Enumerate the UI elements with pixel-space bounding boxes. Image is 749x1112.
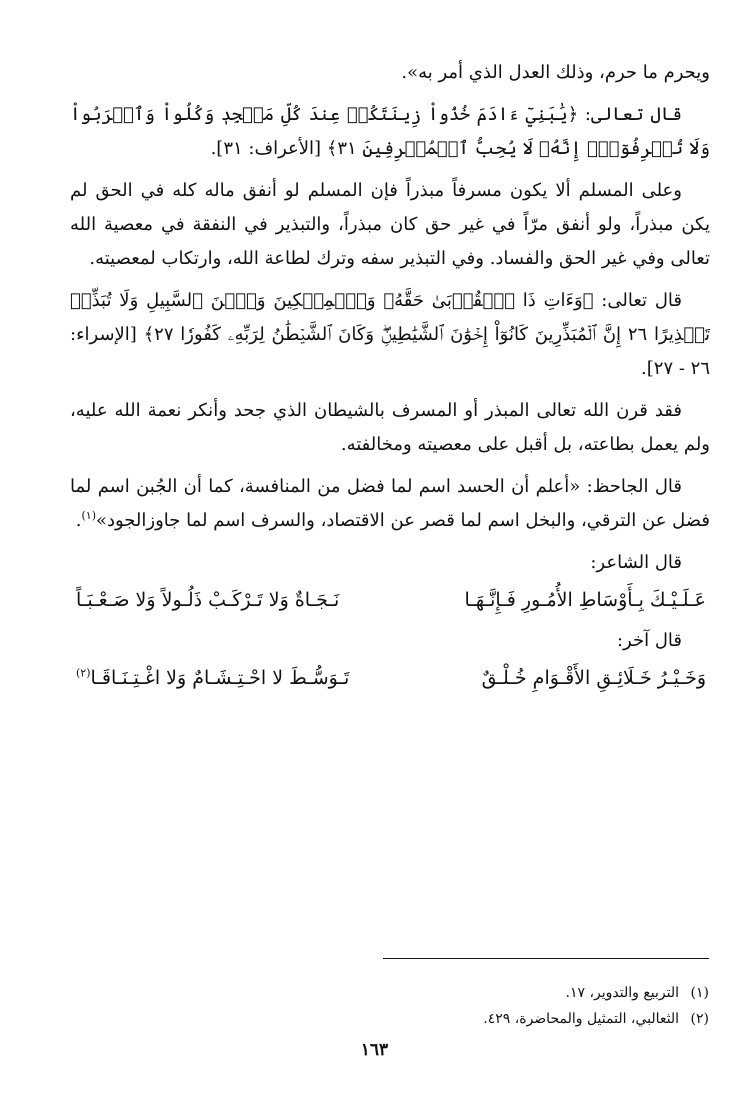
footnote-1-number: (١) bbox=[690, 985, 709, 1001]
paragraph-commentary: فقد قرن الله تعالى المبذر أو المسرف بالشيطان الذي جحد وأنكر نعمة الله عليه، ولم يعمل بطاعته، بل أقبل على معصيته ومخالفته. bbox=[70, 400, 710, 455]
verse-1-second-hemistich: نَـجَـاةٌ وَلا تَـرْكَـبْ ذَلُـولاً وَلا صَـعْـبَـاً bbox=[76, 589, 340, 611]
verse-2-first-hemistich: وَخَـيْـرُ خَـلَائِـقِ الأَقْـوَامِ خُـلْـقٌ bbox=[481, 667, 706, 689]
footnote-2-text: الثعالبي، التمثيل والمحاضرة، ٤٢٩. bbox=[483, 1011, 679, 1027]
jahiz-end: . bbox=[75, 510, 82, 531]
poet-label-2: قال آخر: bbox=[616, 630, 682, 651]
paragraph-quran-isra: قال تعالى: ﴿وَءَاتِ ذَا ٱلۡقُرۡبَىٰ حَقَّهُۥ وَٱلۡمِسۡكِينَ وَٱبۡنَ ٱلسَّبِيلِ وَلَا تُبَذِّرۡ تَبۡذِيرًا ٢٦ إِنَّ ٱلۡمُبَذِّرِينَ كَانُوٓاْ إِخۡوَٰنَ ٱلشَّيَٰطِينِۖ وَكَانَ ٱلشَّيۡطَٰنُ لِرَبِّهِۦ كَفُورٗا ٢٧﴾ [الإسراء: ٢٦ - ٢٧]. bbox=[70, 290, 710, 379]
paragraph-quran-araf: قال تعالى: ﴿يَٰبَنِيٓ ءَادَمَ خُذُواْ زِينَتَكُمۡ عِندَ كُلِّ مَسۡجِدٖ وَكُلُواْ وَٱشۡرَبُواْ وَلَا تُسۡرِفُوٓاْۚ إِنَّهُۥ لَا يُحِبُّ ٱلۡمُسۡرِفِينَ ٣١﴾ [الأعراف: ٣١]. bbox=[70, 104, 710, 159]
paragraph-1: ويحرم ما حرم، وذلك العدل الذي أمر به». bbox=[401, 62, 710, 83]
page-body bbox=[70, 56, 710, 702]
paragraph-muslim-spending: وعلى المسلم ألا يكون مسرفاً مبذراً فإن المسلم لو أنفق ماله كله في الحق لم يكن مبذراً، ولو أنفق مرّاً في غير حق كان مبذراً، والتبذير في النفقة في معصية الله تعالى وفي غير الحق والفساد. وفي التبذير سفه وترك لطاعة الله، وارتكاب لمعصيته. bbox=[70, 180, 710, 269]
footnotes bbox=[383, 980, 709, 1032]
page-number: ١٦٣ bbox=[360, 1040, 389, 1060]
paragraph-jahiz bbox=[70, 470, 710, 538]
verse-2-second-text: تَـوَسُّـطَ لا احْـتِـشَـامٌ وَلا اغْـتِـنَـاقَـا bbox=[90, 667, 350, 689]
footnote-ref-2: (٢) bbox=[76, 666, 91, 680]
footnote-1-text: التربيع والتدوير، ١٧. bbox=[565, 985, 679, 1001]
footnote-divider bbox=[383, 958, 709, 959]
footnote-2 bbox=[383, 1006, 709, 1032]
verse-1-first-hemistich: عَـلَـيْـكَ بِـأَوْسَاطِ الأُمُـورِ فَـإِنَّـهَـا bbox=[464, 589, 706, 611]
verse-2-second-hemistich bbox=[76, 658, 349, 698]
footnote-2-number: (٢) bbox=[690, 1011, 709, 1027]
verse-2 bbox=[70, 658, 710, 698]
verse-1 bbox=[70, 580, 710, 620]
footnote-1 bbox=[383, 980, 709, 1006]
footnote-ref-1: (١) bbox=[81, 509, 96, 522]
poet-label-1: قال الشاعر: bbox=[590, 552, 682, 573]
jahiz-quote: قال الجاحظ: «أعلم أن الحسد اسم لما فضل من المنافسة، كما أن الجُبن اسم لما فضل عن الترقي، والبخل اسم لما قصر عن الاقتصاد، والسرف اسم لما جاوزالجود» bbox=[70, 476, 710, 531]
